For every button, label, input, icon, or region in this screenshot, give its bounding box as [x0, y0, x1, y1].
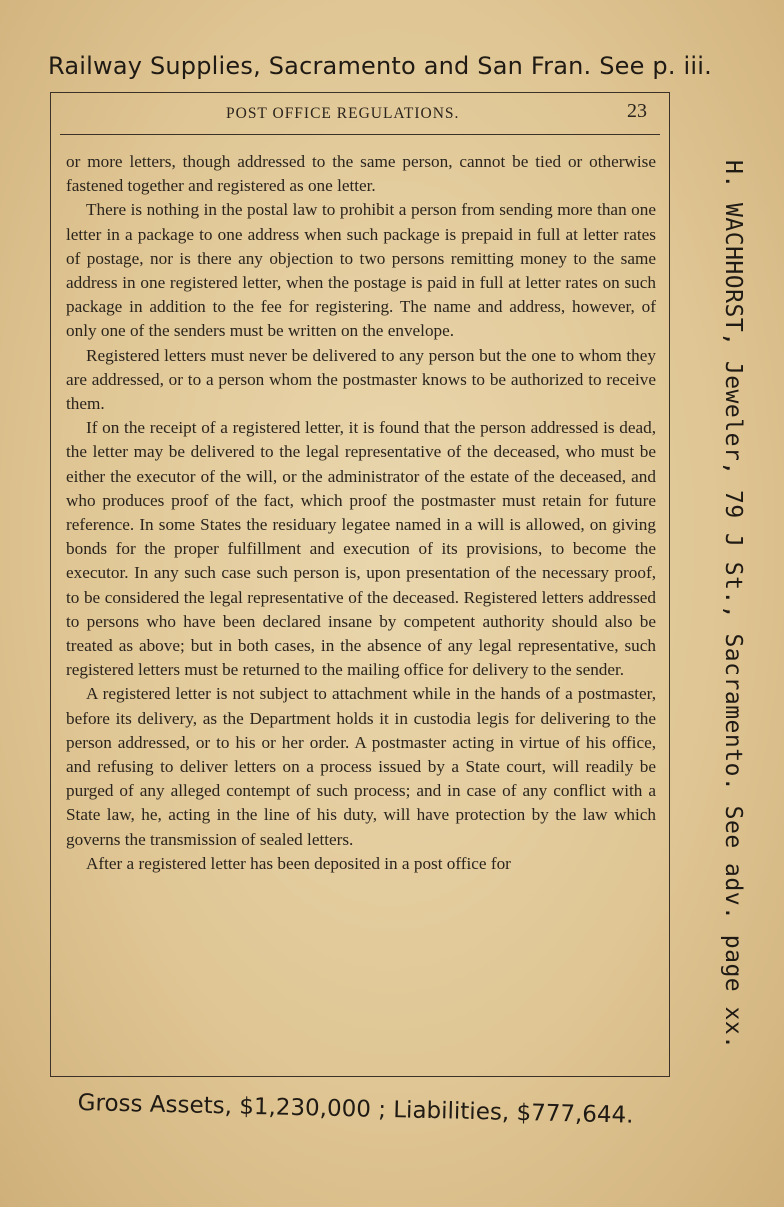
body-text [66, 150, 656, 876]
page-number: 23 [627, 100, 647, 122]
paragraph: There is nothing in the postal law to prohibit a person from sending more than one letter in a package to one address when such package is prepaid in full at letter rates of postage, nor is there any objection to two persons remitting money to the same address in one registered letter, when the postage is paid in full at letter rates on such package in addition to the fee for registering. The name and address, however, of only one of the senders must be written on the envelope. [66, 200, 656, 341]
bottom-advertisement: Gross Assets, $1,230,000 ; Liabilities, $777,644. [77, 1090, 634, 1129]
paragraph: A registered letter is not subject to attachment while in the hands of a postmaster, before its delivery, as the Department holds it in custodia legis for delivering to the person addressed, or to his or her order. A postmaster acting in virtue of his office, and refusing to deliver letters on a process issued by a State court, will readily be purged of any alleged contempt of such process; and in case of any conflict with a State law, he, acting in the line of his duty, will have protection by the law which governs the transmission of sealed letters. [66, 684, 656, 849]
paragraph: If on the receipt of a registered letter, it is found that the person addressed is dead, the letter may be delivered to the legal representative of the deceased, who must be either the executor of the will, or the administrator of the estate of the deceased, and who produces proof of the fact, which proof the postmaster must retain for future reference. In some States the residuary legatee named in a will is allowed, on giving bonds for the proper fulfillment and execution of its provisions, to become the executor. In any such case such person is, upon presentation of the necessary proof, to be considered the legal representative of the deceased. Registered letters addressed to persons who have been declared insane by competent authority should also be treated as above; but in both cases, in the absence of any legal representative, such registered letters must be returned to the mailing office for delivery to the sender. [66, 418, 656, 680]
top-advertisement: Railway Supplies, Sacramento and San Fran. See p. iii. [48, 52, 712, 80]
paragraph: After a registered letter has been deposited in a post office for [86, 853, 511, 873]
header-rule [60, 134, 660, 135]
running-header-title: POST OFFICE REGULATIONS. [226, 105, 460, 122]
frame-bottom-rule [50, 1076, 670, 1077]
frame-top-rule [50, 92, 670, 93]
paragraph: or more letters, though addressed to the same person, cannot be tied or otherwise fastened together and registered as one letter. [66, 152, 656, 196]
paragraph: Registered letters must never be delivered to any person but the one to whom they are addressed, or to a person whom the postmaster knows to be authorized to receive them. [66, 345, 656, 414]
side-advertisement [708, 160, 748, 1050]
side-advertisement-text: H. WACHHORST, Jeweler, 79 J St., Sacramento. See adv. page xx. [720, 160, 746, 1050]
